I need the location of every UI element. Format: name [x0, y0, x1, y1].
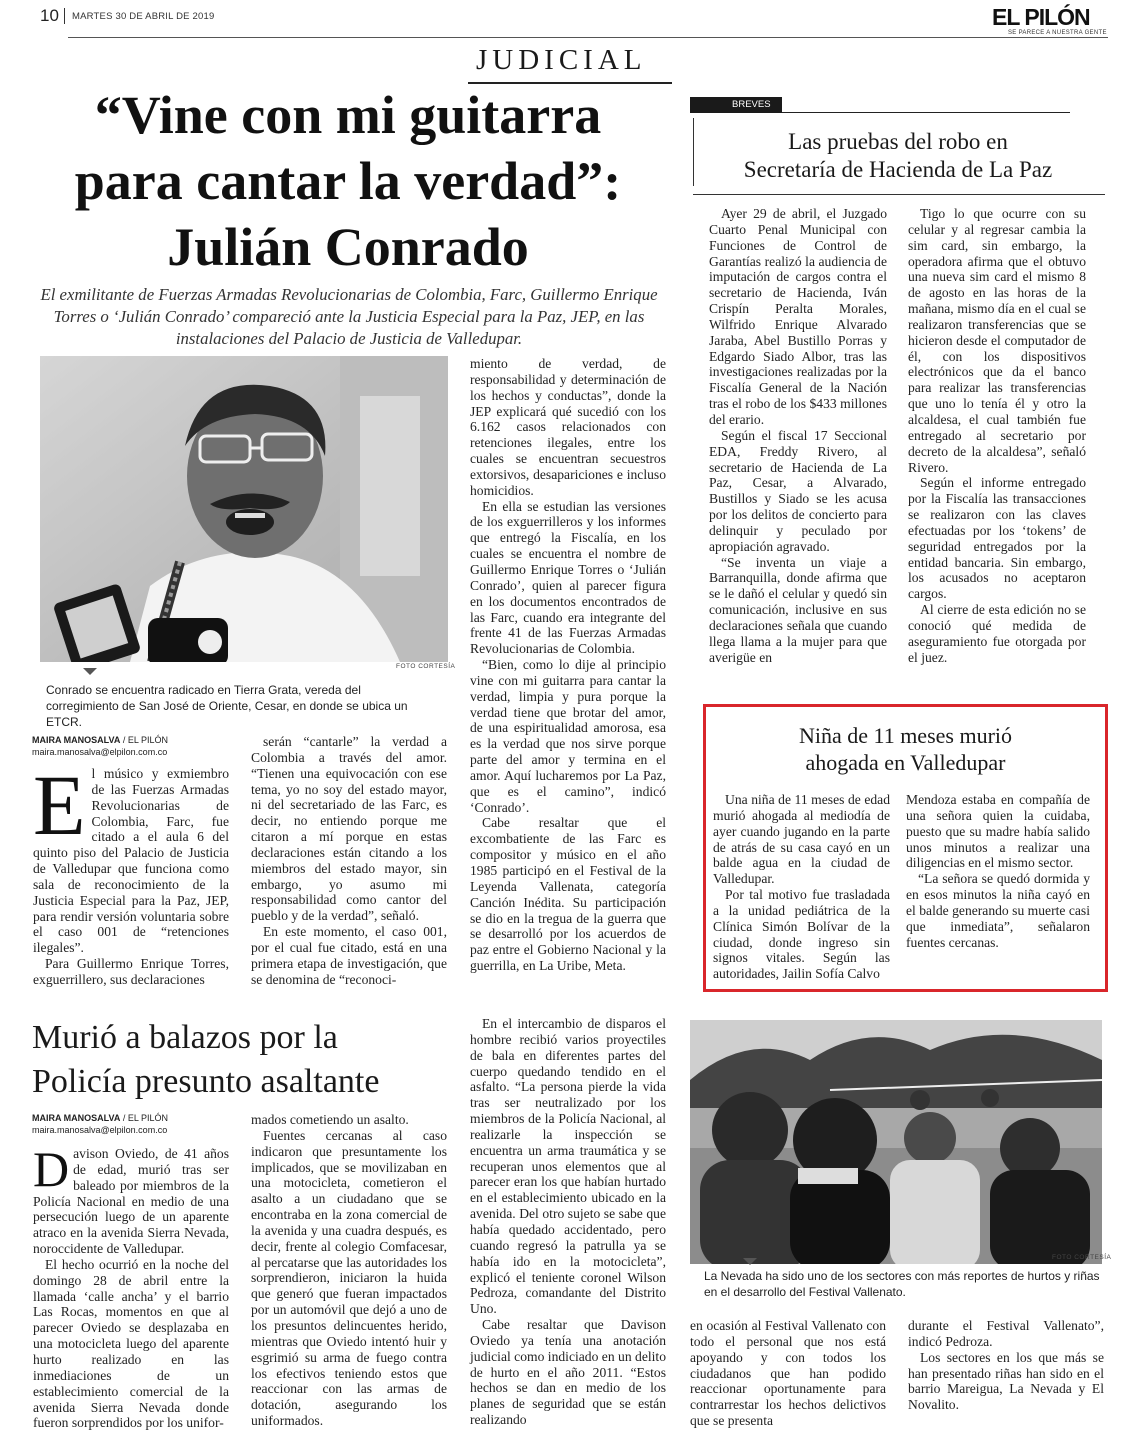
breves-label-bar [690, 97, 1070, 113]
second-col1-p2: El hecho ocurrió en la noche del domingo 28 de abril entre la llamada ‘calle ancha’ y el barrio Las Rocas, momentos en que al parecer Oviedo se desplazaba en una motocicleta luego del aparente hurto realizado en las inmediaciones de un establecimiento comercial de la avenida Sierra Nevada donde fueron sorprendidos por los unifor- [33, 1256, 229, 1431]
portrait-illustration [40, 356, 448, 662]
main-article-col-3 [470, 356, 666, 974]
breves-headline [700, 128, 1096, 184]
main-col3-p1: miento de verdad, de responsabilidad y determinación de los hechos y conductas”, donde la JEP explicará qué sucedió con los 6.162 casos relacionados con retenciones ilegales, entre los cuales se encuentran secuestros extorsivos, desapariciones e incluso homicidios. [470, 356, 666, 498]
main-col3-p2: En ella se estudian las versiones de los exguerrilleros y los informes que entregó la Fiscalía, en los cuales se encuentra el nombre de Guillermo Enrique Torres o ‘Julián Conrado’, quien al parecer figura en los documentos encontrados de las Farc, cuando era integrante del frente 41 de las Fuerzas Armadas Revolucionarias de Colombia. [470, 498, 666, 657]
breves-col2-p1: Tigo lo que ocurre con su celular y al regresar cambia la sim card, sin embargo, la operadora afirma que el obtuvo una nueva sim card el mismo 8 de agosto en las horas de la mañana, mismo día en el cual se realizaron transferencias que se hicieron desde el computador de él, con los dispositivos electrónicos que da el banco para realizar las transferencias que uno lo tenía él y otro la alcaldesa, el cual también fue entregado al secretario por decreto de la alcaldesa”, señaló Rivero. [908, 206, 1086, 475]
photo-credit-1: FOTO CORTESÍA [396, 663, 456, 670]
second-col3-p2: Cabe resaltar que Davison Oviedo ya tenía una anotación judicial como indiciado en un delito de hurto en el año 2011. “Estos hechos se dan en medio de los planes de seguridad que se están realizando [470, 1317, 666, 1428]
breves-col-2 [908, 206, 1086, 665]
second-col2-p1: mados cometiendo un asalto. [251, 1112, 409, 1127]
second-article-col-1 [33, 1141, 229, 1431]
boxed-headline-line-1: Niña de 11 meses murió [798, 723, 1013, 748]
boxed-col2-p2: “La señora se quedó dormida y en esos minutos la niña cayó en el balde generando su muerte casi que inmediata”, señalaron fuentes cercanas. [906, 871, 1090, 950]
second-col4-p1: en ocasión al Festival Vallenato con todo el personal que nos está apoyando y con todos los ciudadanos que han podido reaccionar oportunamente para contrarrestar los hechos delictivos que se presenta [690, 1318, 886, 1429]
photo-la-nevada [690, 1020, 1102, 1264]
main-headline-line-3: Julián Conrado [167, 217, 529, 277]
breves-headline-line-1: Las pruebas del robo en [788, 129, 1008, 154]
issue-date: MARTES 30 DE ABRIL DE 2019 [72, 11, 215, 22]
main-col2-p2: En este momento, el caso 001, por el cual fue citado, está en una primera etapa de investigación, que se denomina de “reconoci- [251, 924, 447, 987]
boxed-col1-p1: Una niña de 11 meses de edad murió ahogada al mediodía de ayer cuando jugando en la parte de atrás de su casa cayó en un balde agua en la ciudad de Valledupar. [713, 792, 890, 887]
main-col3-p3: “Bien, como lo dije al principio vine con mi guitarra para cantar la verdad, limpia y pura porque la verdad tiene que brotar del amor, de una espiritualidad amorosa, esa es la verdad que nos sirve porque parte del amor y termina en el amor. Aquí lucharemos por La Paz, que es el camino”, indicó ‘Conrado’. [470, 657, 666, 815]
caption-marker-1 [83, 668, 97, 675]
newspaper-logo: EL PILÓN [992, 4, 1090, 30]
page-number: 10 [40, 6, 59, 25]
second-col1-p1: avison Oviedo, de 41 años de edad, murió tras ser baleado por miembros de la Policía Nacional en medio de una persecución luego de un aparente atraco en la avenida Sierra Nevada, noroccidente de Valledupar. [33, 1146, 229, 1257]
byline-2 [32, 1112, 242, 1136]
second-col5-p1: durante el Festival Vallenato”, indicó Pedroza. [908, 1318, 1104, 1349]
second-col2-p2: Fuentes cercanas al caso indicaron que presuntamente los implicados, que se movilizaban en una motocicleta, cometieron el asalto a un ciudadano que se encontraba en la zona comercial de la avenida y una cuadra después, es decir, frente al colegio Comfacesar, al percatarse que las autoridades los sorprendieron, iniciaron la huida que generó que fueran impactados por un automóvil que dejó a uno de los presuntos delincuentes herido, mientras que Oviedo intentó huir y esgrimió su arma de fuego contra los efectivos teniendo estos que reaccionar con las armas de dotación, asegurando los uniformados. [251, 1127, 447, 1429]
main-article-col-1 [33, 757, 229, 988]
second-headline-line-1: Murió a balazos por la [32, 1019, 338, 1056]
main-headline [30, 82, 666, 280]
byline-1 [32, 734, 242, 758]
byline-1-paper: / EL PILÓN [120, 735, 169, 745]
main-col2-p1: serán “cantarle” la verdad a Colombia a través del amor. “Tienen una equivocación con ese tema, yo no soy del estado mayor, ni del secretariado de las Farc, es decir, no entiendo porque me citaron a mí porque en estas declaraciones están citando a los miembros del estado mayor, sin embargo, yo asumo mi responsabilidad como cantor del pueblo y de la verdad”, señaló. [251, 734, 447, 924]
byline-2-paper: / EL PILÓN [120, 1113, 169, 1123]
boxed-col-1 [713, 792, 890, 982]
photo-julian-conrado [40, 356, 448, 662]
byline-2-email: maira.manosalva@elpilon.com.co [32, 1125, 168, 1135]
main-col1-p2: Para Guillermo Enrique Torres, exguerrillero, sus declaraciones [33, 956, 229, 987]
second-headline [32, 1016, 462, 1104]
breves-label: BREVES [690, 97, 782, 113]
header-rule [68, 37, 1108, 38]
drop-cap-d: D [33, 1141, 70, 1197]
crime-scene-illustration [690, 1020, 1102, 1264]
second-col5-p2: Los sectores en los que más se han presentado riñas han sido en el barrio Mareigua, La Nevada y El Novalito. [908, 1349, 1104, 1413]
second-headline-line-2: Policía presunto asaltante [32, 1063, 380, 1100]
breves-col2-p2: Según el informe entregado por la Fiscalía las transacciones se realizaron con las claves efectuadas por los ‘tokens’ de seguridad entregados por la entidad bancaria. Sin embargo, los acusados no aceptaron cargos. [908, 475, 1086, 602]
byline-1-email: maira.manosalva@elpilon.com.co [32, 747, 168, 757]
main-article-col-2 [251, 734, 447, 988]
breves-headline-rule [693, 194, 1105, 195]
boxed-col2-p1: Mendoza estaba en compañía de una señora quien la cuidaba, puesto que su madre había salido unos minutos a realizar una diligencias en el mismo sector. [906, 792, 1090, 871]
caption-marker-2 [743, 1258, 757, 1265]
newspaper-tagline: SE PARECE A NUESTRA GENTE [1008, 30, 1107, 36]
second-article-col-2 [251, 1112, 447, 1429]
photo-caption-2: La Nevada ha sido uno de los sectores con más reportes de hurtos y riñas en el desarrollo del Festival Vallenato. [704, 1269, 1100, 1299]
breves-headline-line-2: Secretaría de Hacienda de La Paz [743, 157, 1053, 182]
breves-col-1 [709, 206, 887, 665]
main-headline-line-1: “Vine con mi guitarra [94, 85, 602, 145]
breves-left-rule [693, 118, 694, 186]
photo-credit-2: FOTO CORTESÍA [1052, 1254, 1112, 1261]
second-article-col-3 [470, 1016, 666, 1428]
breves-col1-p1: Ayer 29 de abril, el Juzgado Cuarto Penal Municipal con Funciones de Control de Garantías realizó la audiencia de imputación de cargos contra el secretario de Hacienda, Iván Crispín Peralta Morales, Wilfrido Enrique Alvarado Jaraba, Abel Bustillo Porras y Edgardo Siado Albor, tras las investigaciones realizadas por la Fiscalía General de la Nación tras el robo de los $433 millones del erario. [709, 206, 887, 427]
drop-cap-e: E [33, 757, 86, 853]
section-label: JUDICIAL [476, 44, 647, 76]
breves-col1-p2: Según el fiscal 17 Seccional EDA, Freddy Rivero, al secretario de Hacienda de La Paz, Cesar, a Alvarado, Bustillos y Siado se les acusa por los delitos de concierto para delinquir y peculado por apropiación agravado. [709, 427, 887, 554]
boxed-col-2 [906, 792, 1090, 950]
main-deck: El exmilitante de Fuerzas Armadas Revolucionarias de Colombia, Farc, Guillermo Enrique Torres o ‘Julián Conrado’ compareció ante la Justicia Especial para la Paz, JEP, en las instalaciones del Palacio de Justicia de Valledupar. [40, 285, 658, 348]
photo-caption-1: Conrado se encuentra radicado en Tierra Grata, vereda del corregimiento de San José de Oriente, Cesar, en donde se ubica un ETCR. [46, 683, 408, 729]
byline-2-name: MAIRA MANOSALVA [32, 1113, 121, 1123]
breves-col1-p3: “Se inventa un viaje a Barranquilla, donde afirma que se le dañó el celular y quedó sin comunicación, inclusive en sus declaraciones señala que cuando llega llama a la mujer para que averigüe en [709, 554, 887, 665]
boxed-headline [706, 722, 1105, 776]
boxed-col1-p2: Por tal motivo fue trasladada a la unidad pediátrica de la Clínica Simón Bolívar de la ciudad, donde ingreso sin signos vitales. Según las autoridades, Jailin Sofía Calvo [713, 887, 890, 982]
breves-col2-p3: Al cierre de esta edición no se conoció qué medida de aseguramiento fue otorgada por el juez. [908, 602, 1086, 665]
header-divider [64, 8, 65, 24]
second-article-col-4 [690, 1318, 886, 1429]
second-col3-p1: En el intercambio de disparos el hombre recibió varios proyectiles de bala en diferentes partes del cuerpo quedando tendido en el asfalto. “La persona pierde la vida tras ser neutralizado por los miembros de la Policía Nacional, al realizarle la inspección se encuentra un arma traumática y se recuperan unos elementos que al parecer eran los que habían hurtado en el establecimiento ubicado en la avenida. Del otro sujeto se sabe que había quedado accidentado, pero cuando regresó la patrulla ya se había ido en la motocicleta”, explicó el teniente coronel Wilson Pedroza, comandante del Distrito Uno. [470, 1016, 666, 1317]
byline-1-name: MAIRA MANOSALVA [32, 735, 121, 745]
main-col1-p1: l músico y exmiembro de las Fuerzas Armadas Revolucionarias de Colombia, Farc, fue citado a el aula 6 del quinto piso del Palacio de Justicia de Valledupar que funciona como sala de reconocimiento de la Justicia Especial para la Paz, JEP, para rendir versión voluntaria sobre el caso 001 de “retenciones ilegales”. [33, 766, 229, 956]
main-col3-p4: Cabe resaltar que el excombatiente de las Farc es compositor y músico en el año 1985 participó en el Festival de la Leyenda Vallenata, categoría Canción Inédita. Su participación se dio en la tregua de la guerra que se desarrolló por los acuerdos de paz entre el Gobierno Nacional y la guerrilla, en La Uribe, Meta. [470, 815, 666, 974]
second-article-col-5 [908, 1318, 1104, 1413]
main-headline-line-2: para cantar la verdad”: [74, 151, 622, 211]
boxed-headline-line-2: ahogada en Valledupar [805, 750, 1006, 775]
